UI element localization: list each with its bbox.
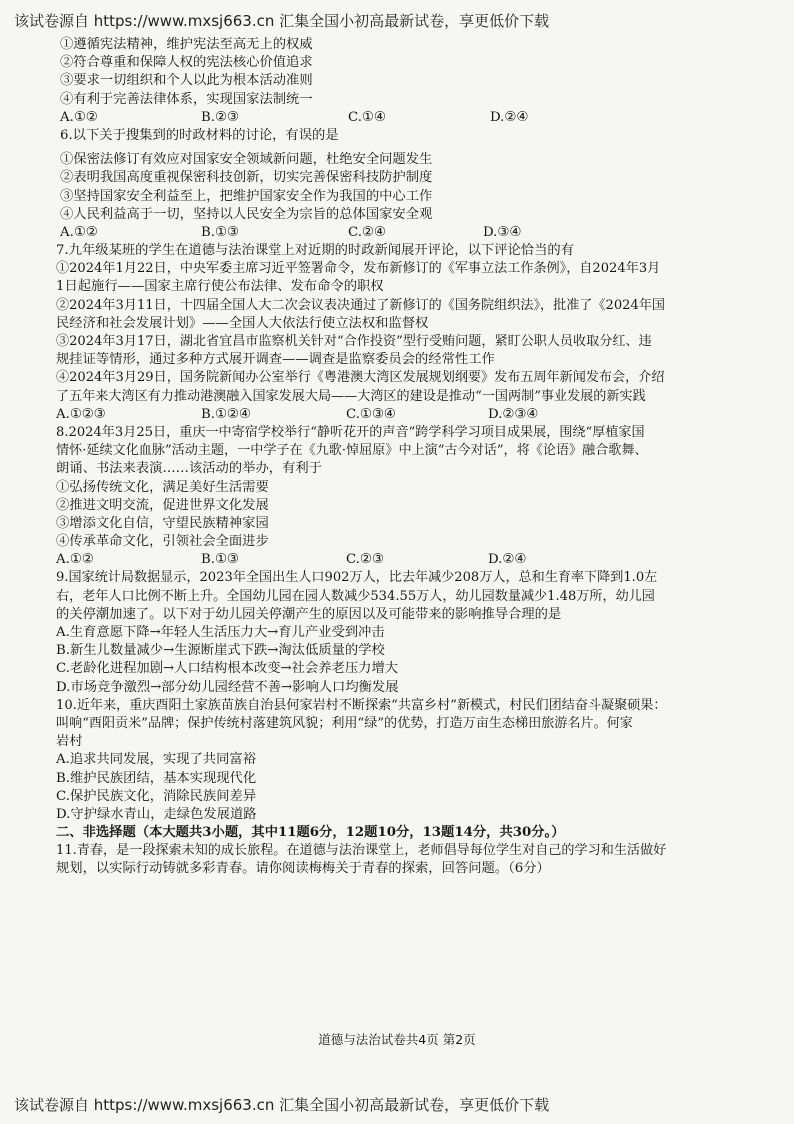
q11-line-2: 规划，以实际行动铸就多彩青春。请你阅读梅梅关于青春的探索，回答问题。（6分） bbox=[56, 861, 550, 877]
q8-item-1: ①弘扬传统文化，满足美好生活需要 bbox=[56, 479, 269, 495]
question-6 bbox=[60, 127, 786, 242]
q10-line-3: 岩村 bbox=[56, 734, 83, 750]
question-5 bbox=[60, 36, 786, 127]
q6-option-c: C.②④ bbox=[348, 224, 386, 240]
q5-item-1: ①遵循宪法精神，维护宪法至高无上的权威 bbox=[60, 37, 313, 52]
q10-line-1: 10.近年来，重庆酉阳土家族苗族自治县何家岩村不断探索“共富乡村”新模式，村民们团结奋斗凝聚硕果： bbox=[56, 697, 667, 713]
q9-line-2: 右，老年人口比例不断上升。全国幼儿园在园人数减少534.55万人，幼儿园数量减少1.48万所，幼儿园 bbox=[56, 588, 655, 604]
q7-line-2: 1日起施行——国家主席行使公布法律、发布命令的职权 bbox=[56, 279, 384, 295]
q6-item-3: ③坚持国家安全利益至上，把维护国家安全作为我国的中心工作 bbox=[60, 188, 433, 204]
q7-stem: 7.九年级某班的学生在道德与法治课堂上对近期的时政新闻展开评论，以下评论恰当的有 bbox=[56, 243, 574, 259]
q5-option-a: A.①② bbox=[60, 109, 98, 125]
watermark-top: 该试卷源自 https://www.mxsj663.cn 汇集全国小初高最新试卷，享更低价下载 bbox=[14, 12, 550, 30]
section-2-heading: 二、非选择题（本大题共3小题，其中11题6分，12题10分，13题14分，共30分。） bbox=[56, 825, 565, 841]
q5-option-b: B.②③ bbox=[201, 109, 239, 125]
q6-option-a: A.①② bbox=[60, 224, 98, 240]
q9-option-d: D.市场竞争激烈→部分幼儿园经营不善→影响人口均衡发展 bbox=[56, 679, 399, 695]
q5-option-d: D.②④ bbox=[490, 109, 529, 125]
q6-item-1: ①保密法修订有效应对国家安全领域新问题，杜绝安全问题发生 bbox=[60, 152, 433, 168]
q6-option-d: D.③④ bbox=[483, 224, 522, 240]
q10-option-a: A.追求共同发展，实现了共同富裕 bbox=[56, 752, 256, 768]
q9-line-1: 9.国家统计局数据显示，2023年全国出生人口902万人，比去年减少208万人，总和生育率下降到1.0左 bbox=[56, 570, 658, 586]
q9-option-a: A.生育意愿下降→年轻人生活压力大→育儿产业受到冲击 bbox=[56, 625, 385, 640]
q8-item-3: ③增添文化自信，守望民族精神家园 bbox=[56, 515, 269, 531]
q8-item-4: ④传承革命文化，引领社会全面进步 bbox=[56, 534, 269, 550]
q8-option-c: C.②③ bbox=[346, 552, 384, 568]
q8-line-1: 8.2024年3月25日，重庆一中寄宿学校举行“静听花开的声音”跨学科学习项目成果展，围绕“厚植家国 bbox=[56, 424, 645, 440]
q9-line-3: 的关停潮加速了。以下对于幼儿园关停潮产生的原因以及可能带来的影响推导合理的是 bbox=[56, 606, 562, 622]
q6-stem: 6.以下关于搜集到的时政材料的讨论，有误的是 bbox=[60, 127, 339, 143]
q5-option-c: C.①④ bbox=[348, 109, 386, 125]
q7-line-6: 规挂证等情形，通过多种方式展开调查——调查是监察委员会的经常性工作 bbox=[56, 352, 495, 368]
q9-option-b: B.新生儿数量减少→生源断崖式下跌→淘汰低质量的学校 bbox=[56, 643, 385, 659]
q5-item-2: ②符合尊重和保障人权的宪法核心价值追求 bbox=[60, 55, 313, 71]
q6-options bbox=[60, 224, 786, 242]
q10-option-c: C.保护民族文化，消除民族间差异 bbox=[56, 788, 257, 804]
q7-line-1: ①2024年1月22日，中央军委主席习近平签署命令，发布新修订的《军事立法工作条例》，自2024年3月 bbox=[56, 261, 661, 277]
q8-item-2: ②推进文明交流，促进世界文化发展 bbox=[56, 497, 269, 513]
q6-option-b: B.①③ bbox=[201, 224, 239, 240]
q8-option-b: B.①③ bbox=[201, 552, 239, 568]
q5-options bbox=[60, 109, 786, 127]
q7-line-4: 民经济和社会发展计划》——全国人大依法行使立法权和监督权 bbox=[56, 315, 429, 331]
q10-line-2: 叫响“酉阳贡米”品牌；保护传统村落建筑风貌；利用“绿”的优势，打造万亩生态梯田旅游名片。何家 bbox=[56, 715, 633, 731]
q5-item-4: ④有利于完善法律体系，实现国家法制统一 bbox=[60, 91, 313, 107]
q8-option-d: D.②④ bbox=[488, 552, 527, 568]
q7-option-a: A.①②③ bbox=[56, 406, 106, 422]
q6-item-2: ②表明我国高度重视保密科技创新，切实完善保密科技防护制度 bbox=[60, 170, 433, 186]
q8-options bbox=[56, 551, 786, 569]
q11-line-1: 11.青春，是一段探索未知的成长旅程。在道德与法治课堂上，老师倡导每位学生对自己的学习和生活做好 bbox=[56, 843, 667, 859]
q10-option-b: B.维护民族团结，基本实现现代化 bbox=[56, 770, 257, 786]
q7-options bbox=[56, 406, 786, 424]
question-11 bbox=[56, 842, 786, 878]
q7-line-7: ④2024年3月29日，国务院新闻办公室举行《粤港澳大湾区发展规划纲要》发布五周年新闻发布会，介绍 bbox=[56, 370, 665, 386]
q7-option-c: C.①③④ bbox=[346, 406, 396, 422]
q7-line-8: 了五年来大湾区有力推动港澳融入国家发展大局——大湾区的建设是推动“一国两制”事业发展的新实践 bbox=[56, 388, 646, 404]
q5-item-3: ③要求一切组织和个人以此为根本活动准则 bbox=[60, 73, 313, 89]
q10-option-d: D.守护绿水青山，走绿色发展道路 bbox=[56, 806, 257, 822]
q8-option-a: A.①② bbox=[56, 552, 94, 568]
question-10 bbox=[56, 697, 786, 824]
page-footer: 道德与法治试卷共4页 第2页 bbox=[318, 1032, 476, 1047]
q7-option-d: D.②③④ bbox=[488, 406, 539, 422]
q6-item-4: ④人民利益高于一切，坚持以人民安全为宗旨的总体国家安全观 bbox=[60, 206, 433, 222]
q7-option-b: B.①②④ bbox=[201, 406, 251, 422]
q7-line-5: ③2024年3月17日，湖北省宜昌市监察机关针对“合作投资”型行受贿问题，紧盯公职人员收取分红、违 bbox=[56, 334, 652, 349]
question-8 bbox=[56, 424, 786, 570]
exam-page-content bbox=[56, 36, 786, 879]
q8-line-2: 情怀·延续文化血脉”活动主题，一中学子在《九歌·悼屈原》中上演“古今对话”，将《论语》融合歌舞、 bbox=[56, 443, 648, 459]
watermark-bottom: 该试卷源自 https://www.mxsj663.cn 汇集全国小初高最新试卷，享更低价下载 bbox=[14, 1096, 550, 1114]
q9-option-c: C.老龄化进程加剧→人口结构根本改变→社会养老压力增大 bbox=[56, 661, 399, 677]
q8-line-3: 朗诵、书法来表演……该活动的举办，有利于 bbox=[56, 461, 322, 477]
question-9 bbox=[56, 569, 786, 696]
q7-line-3: ②2024年3月11日，十四届全国人大二次会议表决通过了新修订的《国务院组织法》，批准了《2024年国 bbox=[56, 297, 666, 313]
question-7 bbox=[56, 242, 786, 424]
